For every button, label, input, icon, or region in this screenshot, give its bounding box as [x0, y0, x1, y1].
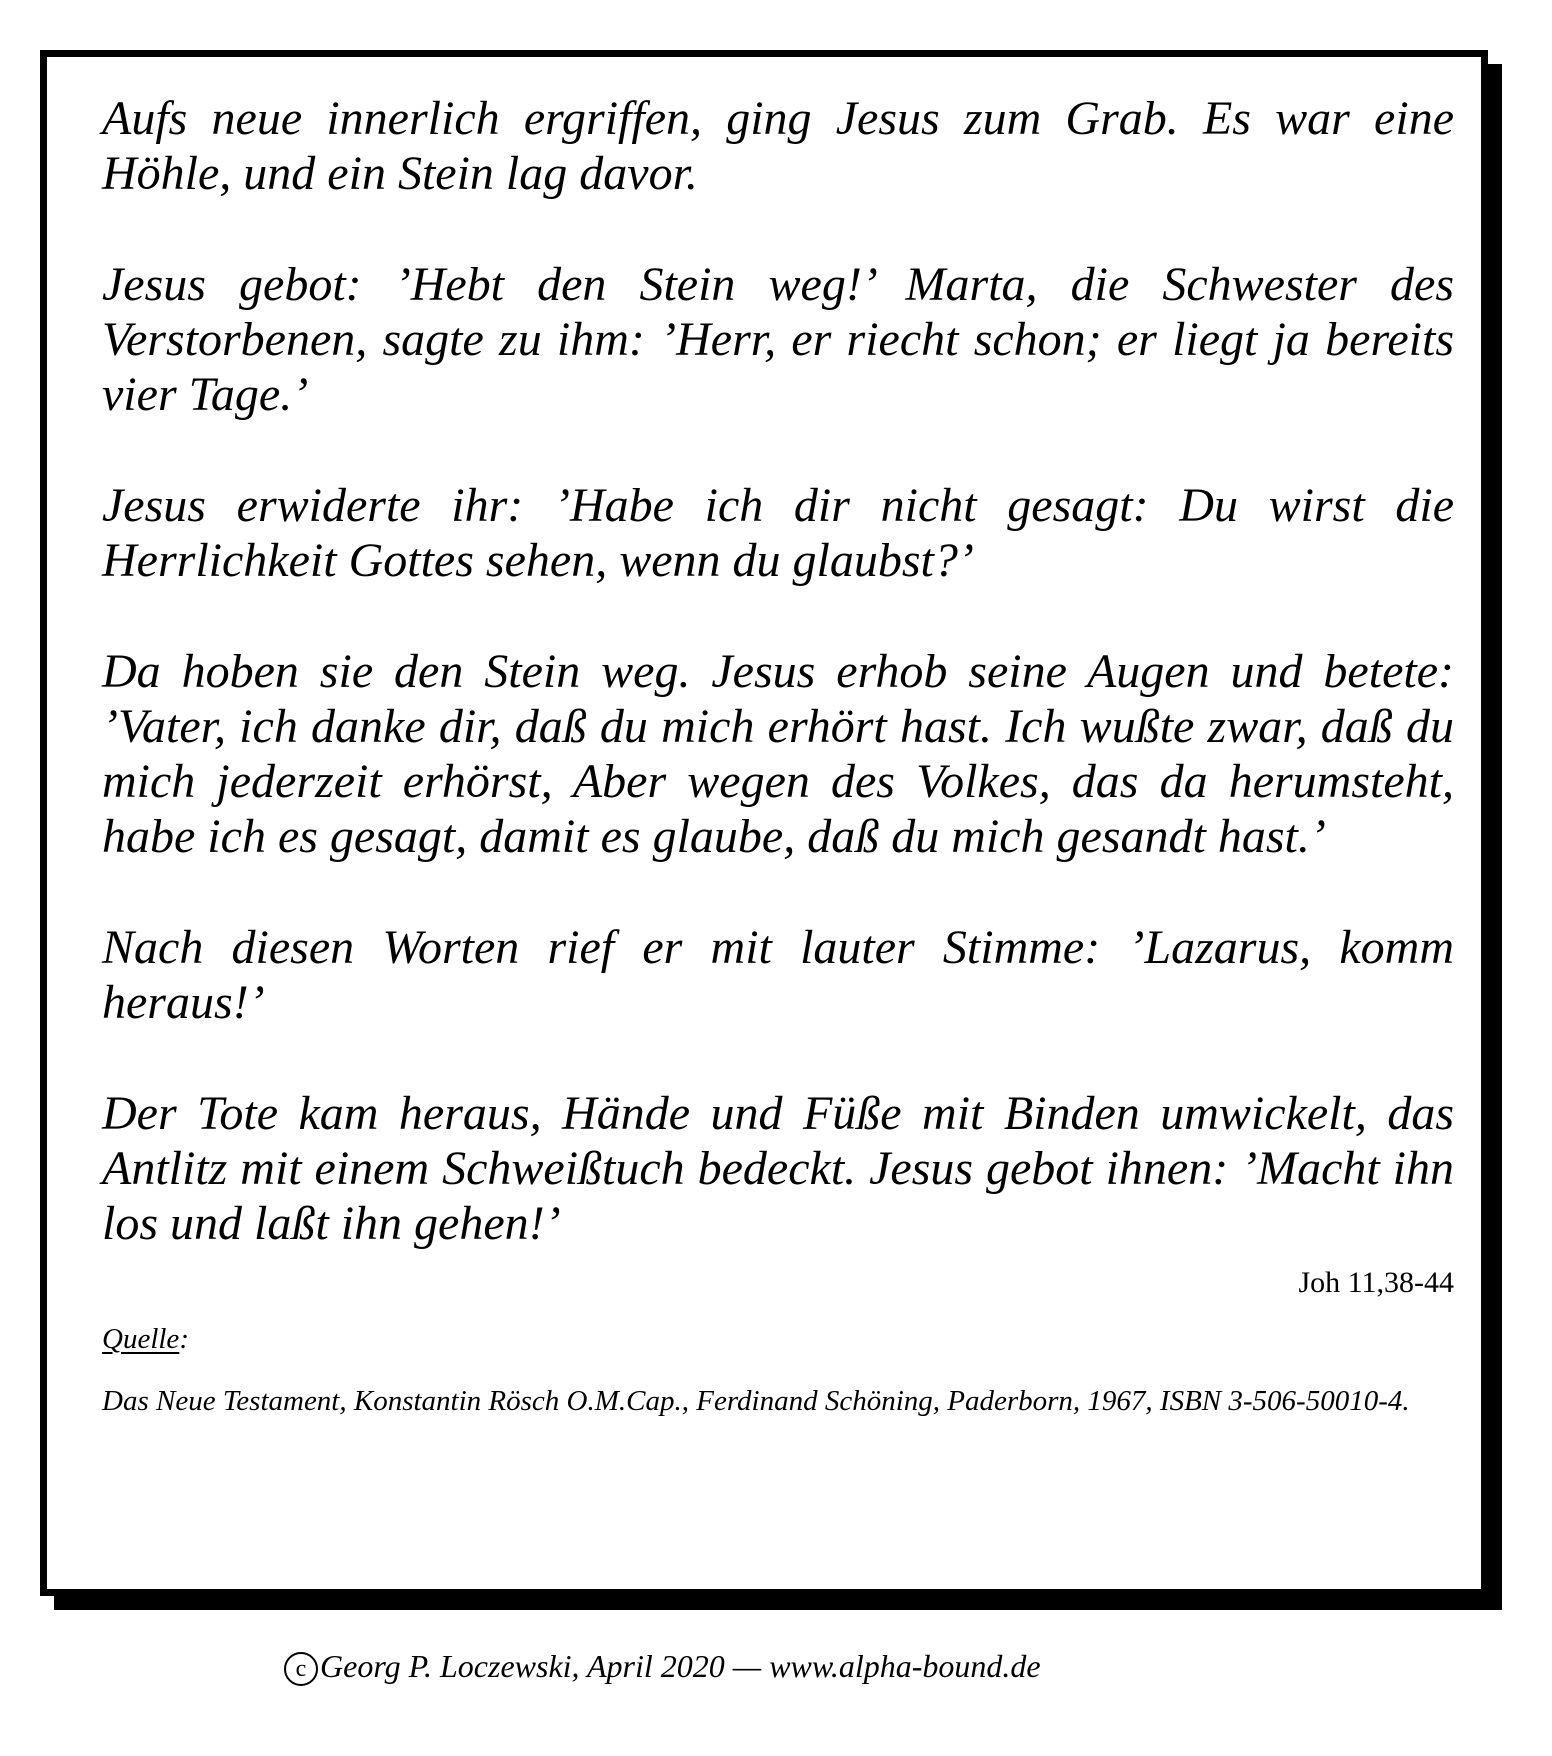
frame-content — [102, 91, 1454, 1431]
paragraph-3: Jesus erwiderte ihr: ’Habe ich dir nicht gesagt: Du wirst die Herrlichkeit Gottes sehen, wenn du glaubst?’ — [102, 479, 1454, 587]
paragraph-1: Aufs neue innerlich ergriffen, ging Jesus zum Grab. Es war eine Höhle, und ein Stein lag davor. — [102, 92, 1454, 200]
paragraph-4: Da hoben sie den Stein weg. Jesus erhob seine Augen und betete: ’Vater, ich danke dir, daß du mich erhört hast. Ich wußte zwar, daß du mich jederzeit erhörst, Aber wegen des Volkes, das da herumsteht, habe ich es gesagt, damit es glaube, daß du mich gesandt hast.’ — [102, 645, 1454, 863]
paragraph-5: Nach diesen Worten rief er mit lauter Stimme: ’Lazarus, komm heraus!’ — [102, 921, 1454, 1029]
text-frame — [40, 50, 1488, 1596]
copyright-footer — [284, 1646, 1041, 1686]
copyright-symbol: c — [295, 1656, 307, 1682]
paragraph-6: Der Tote kam heraus, Hände und Füße mit Binden umwickelt, das Antlitz mit einem Schweißtuch bedeckt. Jesus gebot ihnen: ’Macht ihn los und laßt ihn gehen!’ — [102, 1087, 1454, 1250]
source-label: Quelle — [102, 1323, 180, 1355]
source-heading — [102, 1319, 1454, 1359]
source-citation: Das Neue Testament, Konstantin Rösch O.M.Cap., Ferdinand Schöning, Paderborn, 1967, ISBN 3-506-50010-4. — [102, 1385, 1410, 1417]
footer-text: Georg P. Loczewski, April 2020 — www.alpha-bound.de — [320, 1648, 1041, 1684]
paragraph-2: Jesus gebot: ’Hebt den Stein weg!’ Marta, die Schwester des Verstorbenen, sagte zu ihm: ’Herr, er riecht schon; er liegt ja bereits vier Tage.’ — [102, 258, 1454, 421]
bible-reference: Joh 11,38-44 — [1298, 1266, 1454, 1299]
copyright-icon — [284, 1652, 318, 1686]
source-label-colon: : — [179, 1323, 189, 1355]
